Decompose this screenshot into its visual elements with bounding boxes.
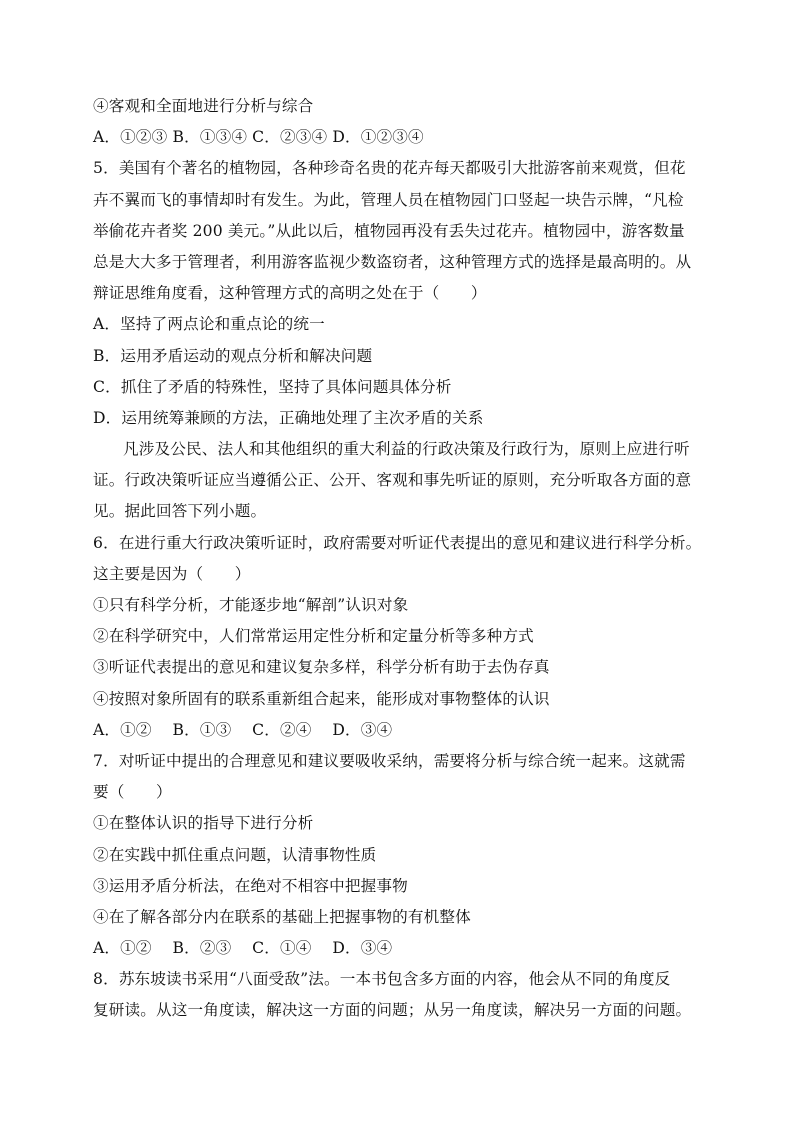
q6-statement-1: ①只有科学分析，才能逐步地“解剖”认识对象 [93,596,409,614]
q6-stem-line-2: 这主要是因为（ ） [93,564,251,583]
q6-statement-3: ③听证代表提出的意见和建议复杂多样，科学分析有助于去伪存真 [93,658,550,677]
q8-stem-line-2: 复研读。从这一角度读，解决这一方面的问题；从另一角度读，解决另一方面的问题。 [93,1001,692,1020]
q6-answer-choices: A．①② B．①③ C．②④ D．③④ [93,720,393,739]
q6-stem-line-1: 6．在进行重大行政决策听证时，政府需要对听证代表提出的意见和建议进行科学分析。 [93,533,702,552]
q7-statement-2: ②在实践中抓住重点问题，认清事物性质 [93,845,377,864]
q5-stem-line-2: 卉不翼而飞的事情却时有发生。为此，管理人员在植物园门口竖起一块告示牌，“凡检 [93,190,684,209]
q7-stem-line-1: 7．对听证中提出的合理意见和建议要吸收采纳，需要将分析与综合统一起来。这就需 [93,751,686,770]
q5-option-c: C．抓住了矛盾的特殊性，坚持了具体问题具体分析 [93,377,452,396]
passage-line-2: 证。行政决策听证应当遵循公正、公开、客观和事先听证的原则，充分听取各方面的意 [93,471,692,490]
q7-statement-3: ③运用矛盾分析法，在绝对不相容中把握事物 [93,876,408,895]
q6-statement-4: ④按照对象所固有的联系重新组合起来，能形成对事物整体的认识 [93,689,550,708]
q7-answer-choices: A．①② B．②③ C．①④ D．③④ [93,939,393,958]
q5-option-d: D．运用统筹兼顾的方法，正确地处理了主次矛盾的关系 [93,408,484,427]
q5-stem-line-1: 5．美国有个著名的植物园，各种珍奇名贵的花卉每天都吸引大批游客前来观赏，但花 [93,159,686,178]
q7-statement-1: ①在整体认识的指导下进行分析 [93,814,314,833]
q5-option-a: A．坚持了两点论和重点论的统一 [93,315,325,334]
q8-stem-line-1: 8．苏东坡读书采用“八面受敌”法。一本书包含多方面的内容，他会从不同的角度反 [93,970,671,989]
passage-line-3: 见。据此回答下列小题。 [93,502,267,521]
q5-stem-line-5: 辩证思维角度看，这种管理方式的高明之处在于（ ） [93,284,487,303]
q7-stem-line-2: 要（ ） [93,783,172,802]
option-line-4: ④客观和全面地进行分析与综合 [93,97,314,115]
q4-answer-choices: A．①②③ B．①③④ C．②③④ D．①②③④ [93,128,424,147]
passage-line-1: 凡涉及公民、法人和其他组织的重大利益的行政决策及行政行为，原则上应进行听 [123,440,690,459]
q6-statement-2: ②在科学研究中，人们常常运用定性分析和定量分析等多种方式 [93,627,534,646]
q5-stem-line-4: 总是大大多于管理者，利用游客监视少数盗窃者，这种管理方式的选择是最高明的。从 [93,252,692,271]
q5-option-b: B．运用矛盾运动的观点分析和解决问题 [93,346,373,365]
q5-stem-line-3: 举偷花卉者奖 200 美元。”从此以后，植物园再没有丢失过花卉。植物园中，游客数量 [93,221,685,240]
q7-statement-4: ④在了解各部分内在联系的基础上把握事物的有机整体 [93,907,471,926]
document-page [93,91,723,1027]
